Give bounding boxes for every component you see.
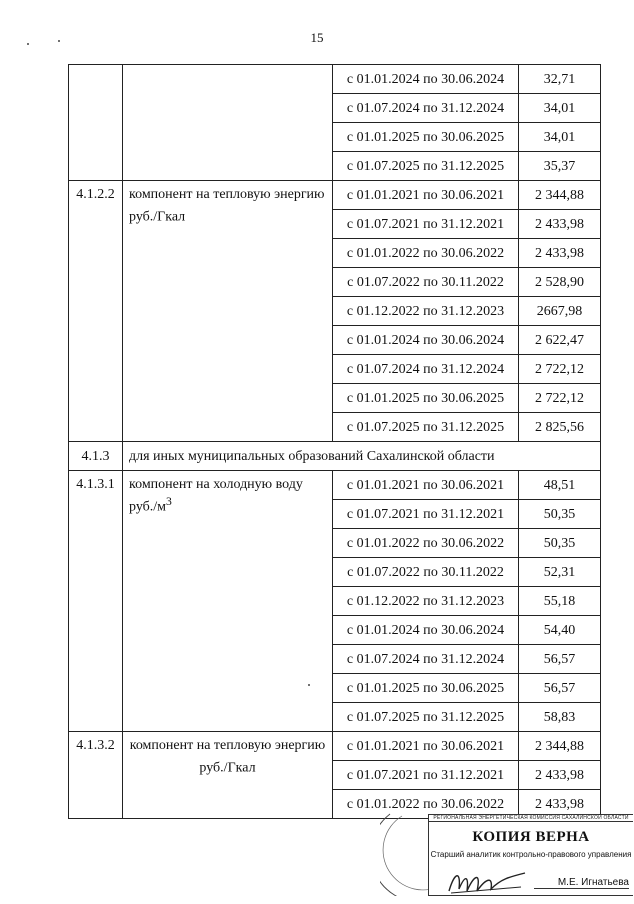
scan-speck — [27, 43, 29, 45]
section-row — [69, 442, 601, 471]
period-cell: с 01.01.2024 по 30.06.2024 — [333, 326, 519, 355]
period-cell: с 01.01.2025 по 30.06.2025 — [333, 674, 519, 703]
tariff-value-cell: 54,40 — [519, 616, 601, 645]
tariff-table-body — [69, 65, 601, 819]
tariff-value-cell: 56,57 — [519, 674, 601, 703]
tariff-value-cell: 52,31 — [519, 558, 601, 587]
item-code: 4.1.2.2 — [69, 181, 123, 442]
section-title: для иных муниципальных образований Сахалинской области — [123, 442, 601, 471]
copy-certification-stamp — [380, 808, 634, 904]
period-cell: с 01.01.2021 по 30.06.2021 — [333, 732, 519, 761]
table-row — [69, 471, 601, 500]
tariff-value-cell: 2 433,98 — [519, 239, 601, 268]
tariff-value-cell: 50,35 — [519, 529, 601, 558]
tariff-value-cell: 2 528,90 — [519, 268, 601, 297]
tariff-value-cell: 2 722,12 — [519, 355, 601, 384]
period-cell: с 01.07.2021 по 31.12.2021 — [333, 761, 519, 790]
scan-speck — [58, 40, 60, 42]
section-code: 4.1.3 — [69, 442, 123, 471]
tariff-value-cell: 32,71 — [519, 65, 601, 94]
tariff-value-cell: 58,83 — [519, 703, 601, 732]
tariff-value-cell: 34,01 — [519, 123, 601, 152]
period-cell: с 01.01.2022 по 30.06.2022 — [333, 239, 519, 268]
period-cell: с 01.01.2024 по 30.06.2024 — [333, 616, 519, 645]
component-text: компонент на холодную воду руб./м — [129, 477, 303, 515]
component-description — [123, 65, 333, 181]
period-cell: с 01.12.2022 по 31.12.2023 — [333, 587, 519, 616]
item-code: 4.1.3.2 — [69, 732, 123, 819]
tariff-value-cell: 48,51 — [519, 471, 601, 500]
page-number: 15 — [310, 30, 324, 45]
period-cell: с 01.07.2024 по 31.12.2024 — [333, 94, 519, 123]
component-text: компонент на тепловую энергию руб./Гкал — [129, 187, 325, 225]
tariff-value-cell: 34,01 — [519, 94, 601, 123]
tariff-value-cell: 2 344,88 — [519, 181, 601, 210]
tariff-value-cell: 2667,98 — [519, 297, 601, 326]
period-cell: с 01.01.2024 по 30.06.2024 — [333, 65, 519, 94]
component-description — [123, 181, 333, 442]
tariff-value-cell: 2 825,56 — [519, 413, 601, 442]
period-cell: с 01.07.2022 по 30.11.2022 — [333, 558, 519, 587]
stamp-box — [428, 814, 633, 896]
tariff-value-cell: 56,57 — [519, 645, 601, 674]
period-cell: с 01.07.2022 по 30.11.2022 — [333, 268, 519, 297]
stamp-subtitle: Старший аналитик контрольно-правового управления — [430, 850, 632, 859]
period-cell: с 01.01.2022 по 30.06.2022 — [333, 529, 519, 558]
component-text: компонент на тепловую энергию руб./Гкал — [129, 738, 326, 776]
tariff-value-cell: 2 622,47 — [519, 326, 601, 355]
period-cell: с 01.07.2021 по 31.12.2021 — [333, 210, 519, 239]
period-cell: с 01.07.2021 по 31.12.2021 — [333, 500, 519, 529]
tariff-value-cell: 55,18 — [519, 587, 601, 616]
period-cell: с 01.07.2024 по 31.12.2024 — [333, 355, 519, 384]
item-code: 4.1.3.1 — [69, 471, 123, 732]
period-cell: с 01.07.2024 по 31.12.2024 — [333, 645, 519, 674]
period-cell: с 01.01.2021 по 30.06.2021 — [333, 181, 519, 210]
period-cell: с 01.01.2021 по 30.06.2021 — [333, 471, 519, 500]
stamp-header: РЕГИОНАЛЬНАЯ ЭНЕРГЕТИЧЕСКАЯ КОМИССИЯ САХАЛИНСКОЙ ОБЛАСТИ — [429, 815, 633, 822]
component-description — [123, 732, 333, 819]
item-code — [69, 65, 123, 181]
unit-superscript: 3 — [166, 495, 172, 508]
tariff-value-cell: 50,35 — [519, 500, 601, 529]
handwritten-signature — [447, 867, 527, 897]
period-cell: с 01.07.2025 по 31.12.2025 — [333, 152, 519, 181]
period-cell: с 01.01.2022 по 30.06.2022 — [333, 790, 519, 819]
tariff-value-cell: 2 344,88 — [519, 732, 601, 761]
tariff-table — [68, 64, 601, 819]
table-row — [69, 65, 601, 94]
tariff-value-cell: 2 433,98 — [519, 210, 601, 239]
tariff-value-cell: 35,37 — [519, 152, 601, 181]
tariff-value-cell: 2 433,98 — [519, 790, 601, 819]
stamp-signatory-name: М.Е. Игнатьева — [534, 877, 629, 889]
period-cell: с 01.01.2025 по 30.06.2025 — [333, 123, 519, 152]
tariff-value-cell: 2 722,12 — [519, 384, 601, 413]
table-row — [69, 732, 601, 761]
stamp-title: КОПИЯ ВЕРНА — [472, 829, 590, 845]
period-cell: с 01.01.2025 по 30.06.2025 — [333, 384, 519, 413]
period-cell: с 01.12.2022 по 31.12.2023 — [333, 297, 519, 326]
table-row — [69, 181, 601, 210]
period-cell: с 01.07.2025 по 31.12.2025 — [333, 413, 519, 442]
component-description — [123, 471, 333, 732]
period-cell: с 01.07.2025 по 31.12.2025 — [333, 703, 519, 732]
tariff-value-cell: 2 433,98 — [519, 761, 601, 790]
